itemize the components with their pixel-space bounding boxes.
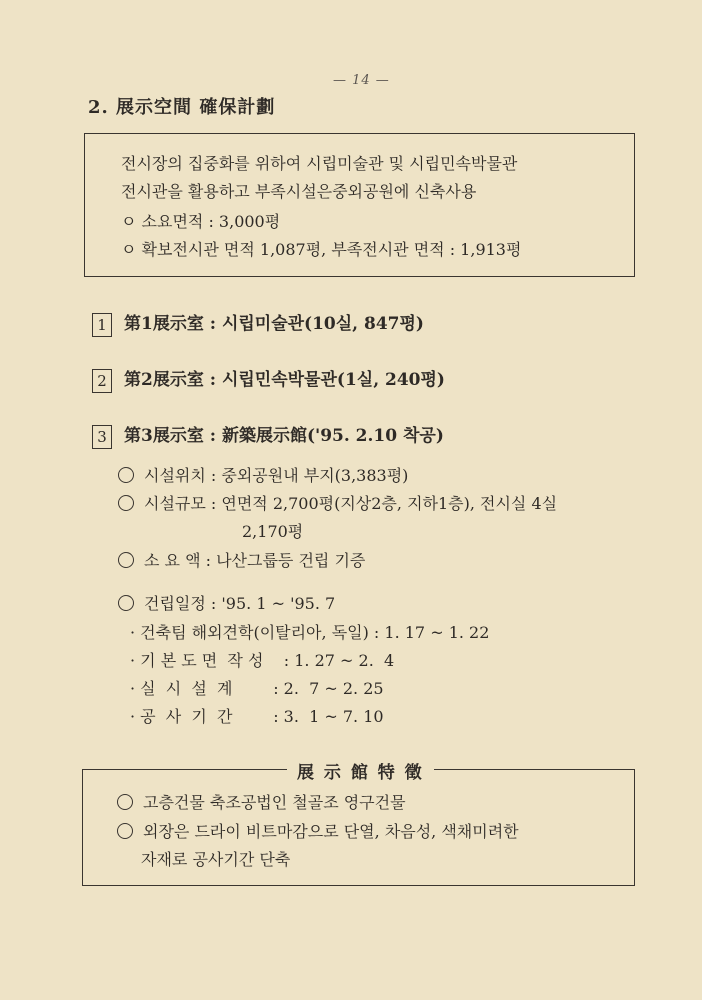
schedule-item: · 실 시 설 계 : 2. 7 ~ 2. 25 bbox=[130, 679, 384, 698]
room-label: 第1展示室 : 시립미술관(10실, 847평) bbox=[124, 314, 424, 334]
summary-bullet-1: ㅇ 소요면적 : 3,000평 bbox=[121, 212, 281, 231]
exhibit-room-3 bbox=[92, 421, 444, 449]
room-label: 第2展示室 : 시립민속박물관(1실, 240평) bbox=[124, 370, 445, 390]
section-heading: 2. 展示空間 確保計劃 bbox=[88, 97, 276, 118]
feature-item-1: 고층건물 축조공법인 철골조 영구건물 bbox=[117, 790, 406, 813]
exhibit-room-2 bbox=[92, 365, 445, 393]
summary-line-2: 전시관을 활용하고 부족시설은중외공원에 신축사용 bbox=[121, 182, 477, 201]
summary-bullet-2: ㅇ 확보전시관 면적 1,087평, 부족전시관 면적 : 1,913평 bbox=[121, 240, 522, 259]
detail-scale: 시설규모 : 연면적 2,700평(지상2층, 지하1층), 전시실 4실 bbox=[118, 491, 557, 514]
circle-bullet-icon bbox=[118, 467, 134, 483]
room-label: 第3展示室 : 新築展示館('95. 2.10 착공) bbox=[124, 426, 444, 446]
exhibit-room-1 bbox=[92, 309, 424, 337]
detail-budget: 소 요 액 : 나산그룹등 건립 기증 bbox=[118, 548, 365, 571]
schedule-item: · 공 사 기 간 : 3. 1 ~ 7. 10 bbox=[130, 707, 384, 726]
detail-schedule: 건립일정 : '95. 1 ~ '95. 7 bbox=[118, 591, 335, 614]
schedule-item: · 건축팀 해외견학(이탈리아, 독일) : 1. 17 ~ 1. 22 bbox=[130, 623, 490, 642]
summary-box bbox=[84, 133, 635, 277]
feature-item-2: 외장은 드라이 비트마감으로 단열, 차음성, 색채미려한 bbox=[117, 819, 519, 842]
schedule-item: · 기 본 도 면 작 성 : 1. 27 ~ 2. 4 bbox=[130, 651, 395, 670]
summary-line-1: 전시장의 집중화를 위하여 시립미술관 및 시립민속박물관 bbox=[121, 154, 518, 173]
room-number-box: 2 bbox=[92, 369, 112, 393]
feature-item-2-cont: 자재로 공사기간 단축 bbox=[141, 850, 291, 869]
features-box bbox=[82, 763, 635, 886]
room-number-box: 1 bbox=[92, 313, 112, 337]
circle-bullet-icon bbox=[117, 794, 133, 810]
features-title: 展 示 館 特 徵 bbox=[287, 758, 434, 783]
room-number-box: 3 bbox=[92, 425, 112, 449]
circle-bullet-icon bbox=[118, 595, 134, 611]
page-number: — 14 — bbox=[333, 73, 390, 88]
circle-bullet-icon bbox=[117, 823, 133, 839]
circle-bullet-icon bbox=[118, 495, 134, 511]
detail-location: 시설위치 : 중외공원내 부지(3,383평) bbox=[118, 463, 408, 486]
detail-scale-cont: 2,170평 bbox=[242, 522, 304, 541]
circle-bullet-icon bbox=[118, 552, 134, 568]
